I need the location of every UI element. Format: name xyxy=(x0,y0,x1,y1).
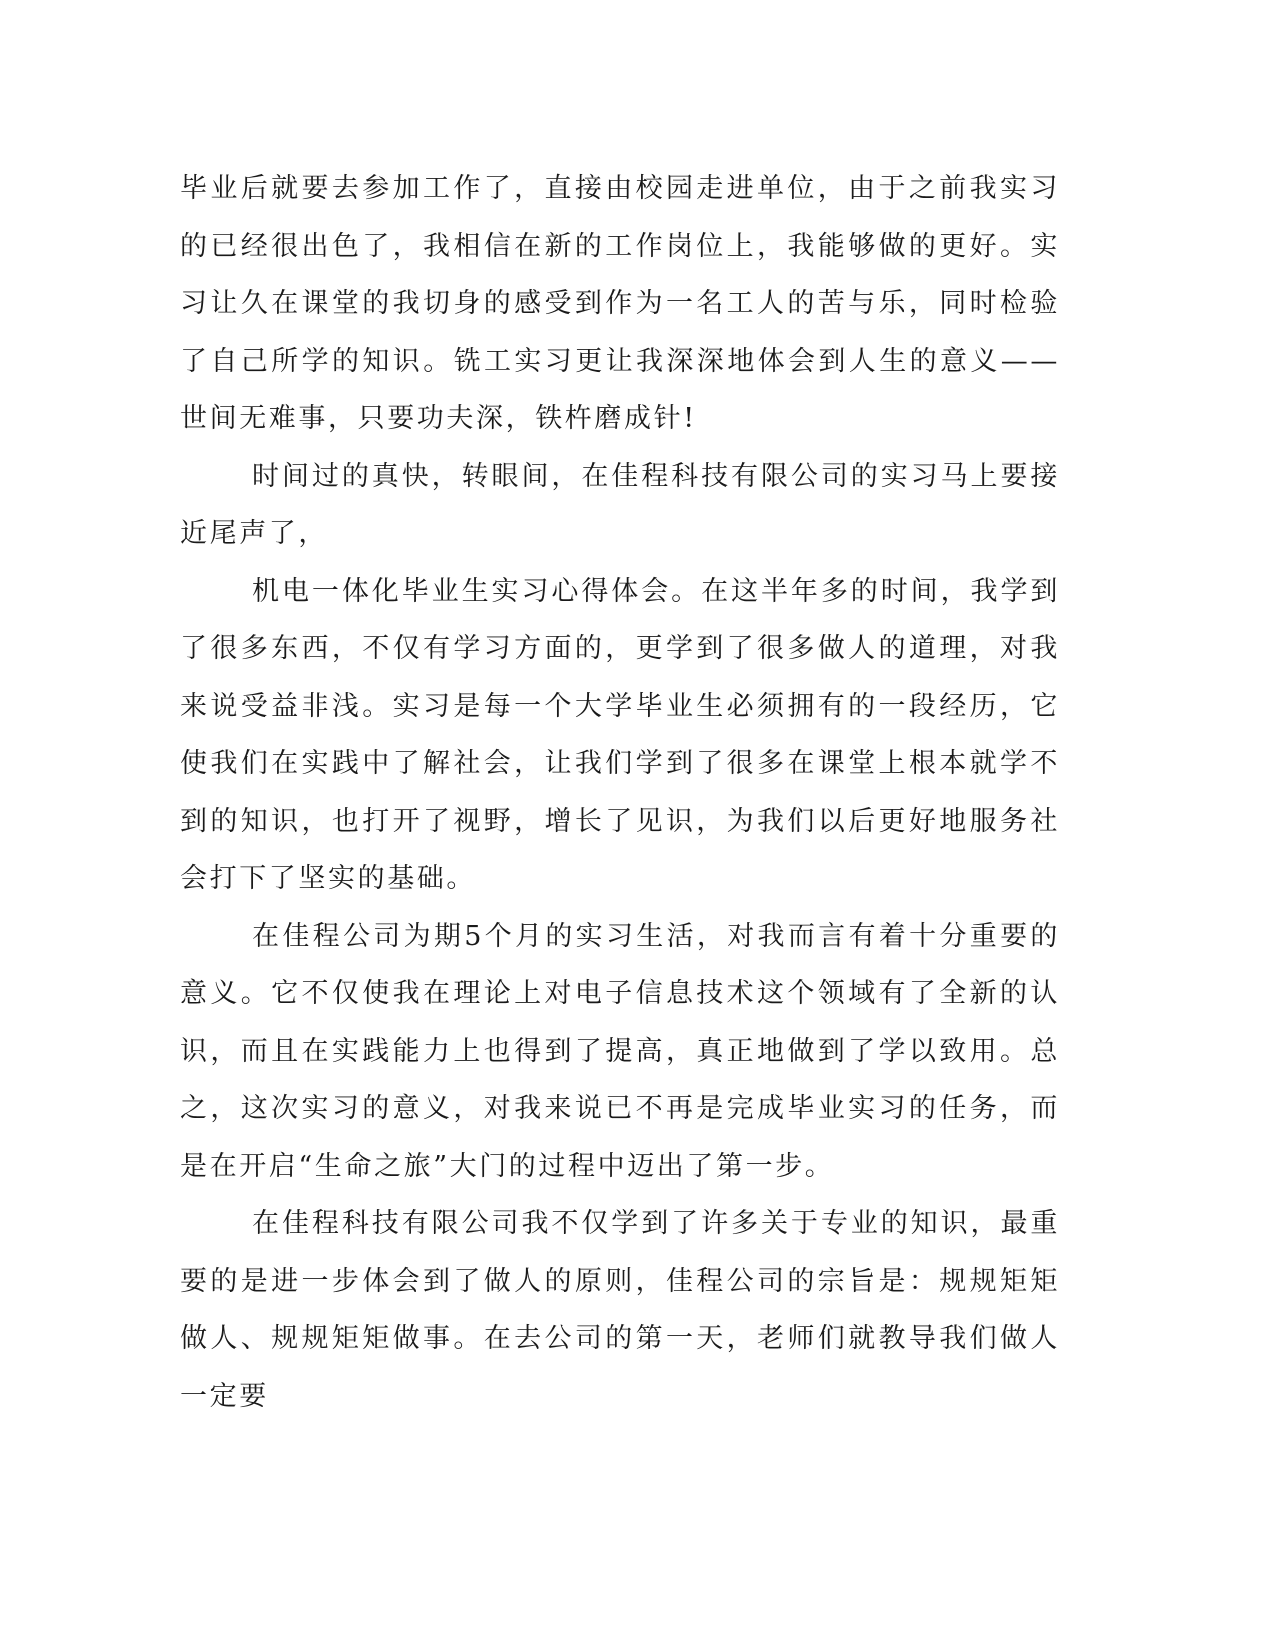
paragraph-4: 在佳程公司为期5个月的实习生活，对我而言有着十分重要的意义。它不仅使我在理论上对电子信息技术这个领域有了全新的认识，而且在实践能力上也得到了提高，真正地做到了学以致用。总之，这次实习的意义，对我来说已不再是完成毕业实习的任务，而是在开启“生命之旅”大门的过程中迈出了第一步。 xyxy=(180,920,1060,1182)
paragraph-1: 毕业后就要去参加工作了，直接由校园走进单位，由于之前我实习的已经很出色了，我相信在新的工作岗位上，我能够做的更好。实习让久在课堂的我切身的感受到作为一名工人的苦与乐，同时检验了自己所学的知识。铣工实习更让我深深地体会到人生的意义——世间无难事，只要功夫深，铁杵磨成针! xyxy=(180,173,1060,434)
paragraph-3: 机电一体化毕业生实习心得体会。在这半年多的时间，我学到了很多东西，不仅有学习方面的，更学到了很多做人的道理，对我来说受益非浅。实习是每一个大学毕业生必须拥有的一段经历，它使我们在实践中了解社会，让我们学到了很多在课堂上根本就学不到的知识，也打开了视野，增长了见识，为我们以后更好地服务社会打下了坚实的基础。 xyxy=(180,575,1060,894)
document-body xyxy=(180,160,1060,1425)
paragraph-2: 时间过的真快，转眼间，在佳程科技有限公司的实习马上要接近尾声了， xyxy=(180,460,1060,549)
paragraph-5: 在佳程科技有限公司我不仅学到了许多关于专业的知识，最重要的是进一步体会到了做人的原则，佳程公司的宗旨是：规规矩矩做人、规规矩矩做事。在去公司的第一天，老师们就教导我们做人一定要 xyxy=(180,1208,1060,1412)
